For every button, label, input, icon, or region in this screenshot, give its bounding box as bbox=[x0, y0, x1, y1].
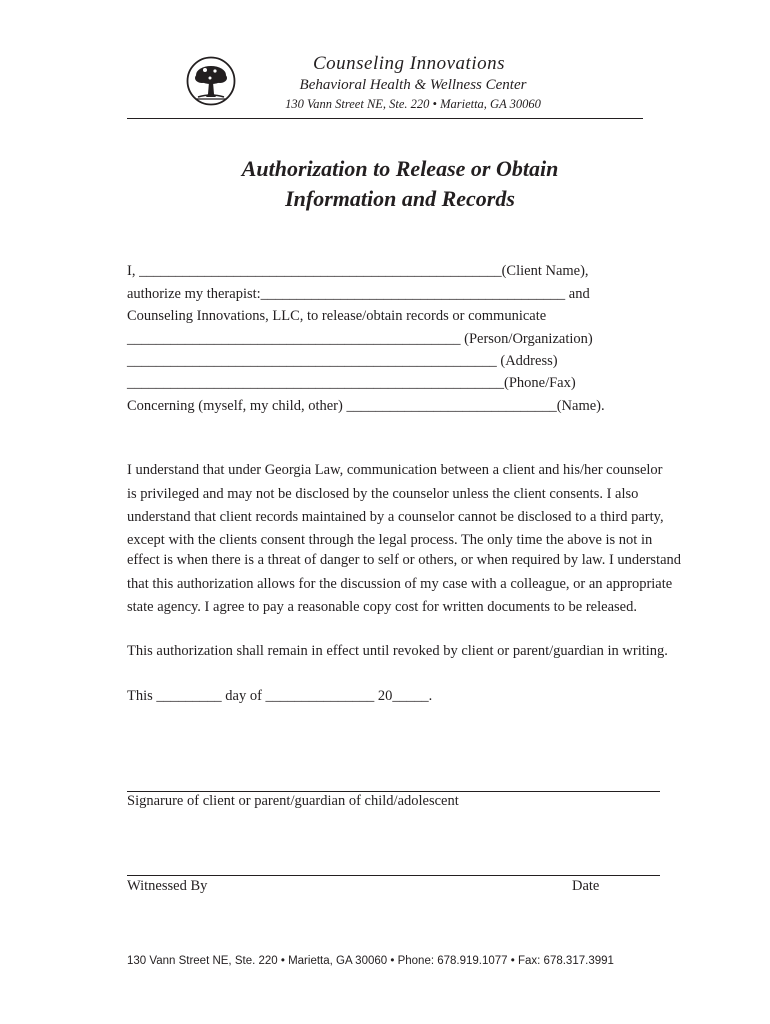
phone-fax-field[interactable]: ____________________________________________________(Phone/Fax) bbox=[127, 375, 576, 391]
witness-signature-line[interactable] bbox=[127, 875, 660, 876]
org-address: 130 Vann Street NE, Ste. 220 • Marietta, GA 30060 bbox=[285, 97, 541, 111]
body-line: understand that client records maintained by a counselor cannot be disclosed to a third party, bbox=[127, 509, 664, 525]
revocation-statement: This authorization shall remain in effect until revoked by client or parent/guardian in writing. bbox=[127, 643, 668, 659]
date-label: Date bbox=[572, 878, 600, 894]
body-line: is privileged and may not be disclosed by the counselor unless the client consents. I also bbox=[127, 486, 639, 502]
form-title-line1: Authorization to Release or Obtain bbox=[241, 156, 559, 181]
therapist-field[interactable]: authorize my therapist:__________________________________________ and bbox=[127, 286, 590, 302]
client-name-field[interactable]: I, __________________________________________________(Client Name), bbox=[127, 263, 589, 279]
footer-contact: 130 Vann Street NE, Ste. 220 • Marietta, GA 30060 • Phone: 678.919.1077 • Fax: 678.317.3991 bbox=[127, 955, 614, 967]
body-line: I understand that under Georgia Law, communication between a client and his/her counselor bbox=[127, 462, 663, 478]
header-divider bbox=[127, 118, 643, 119]
body-line: effect is when there is a threat of danger to self or others, or when required by law. I understand bbox=[127, 552, 682, 568]
org-subtitle: Behavioral Health & Wellness Center bbox=[299, 77, 527, 93]
client-signature-label: Signarure of client or parent/guardian of child/adolescent bbox=[127, 793, 459, 809]
date-line-field[interactable]: This _________ day of _______________ 20_____. bbox=[127, 688, 433, 704]
org-name: Counseling Innovations bbox=[312, 53, 506, 74]
communicate-text: Counseling Innovations, LLC, to release/obtain records or communicate bbox=[127, 308, 547, 324]
body-line: that this authorization allows for the discussion of my case with a colleague, or an appropriate bbox=[127, 576, 673, 592]
person-organization-field[interactable]: ______________________________________________ (Person/Organization) bbox=[127, 331, 593, 347]
concerning-field[interactable]: Concerning (myself, my child, other) _____________________________(Name). bbox=[127, 398, 605, 414]
client-signature-line[interactable] bbox=[127, 791, 660, 792]
body-line: except with the clients consent through the legal process. The only time the above is not in bbox=[127, 532, 653, 548]
form-title-line2: Information and Records bbox=[285, 186, 515, 211]
witness-label: Witnessed By bbox=[127, 878, 208, 894]
body-line: state agency. I agree to pay a reasonable copy cost for written documents to be released. bbox=[127, 599, 637, 615]
address-field[interactable]: ___________________________________________________ (Address) bbox=[127, 353, 558, 369]
